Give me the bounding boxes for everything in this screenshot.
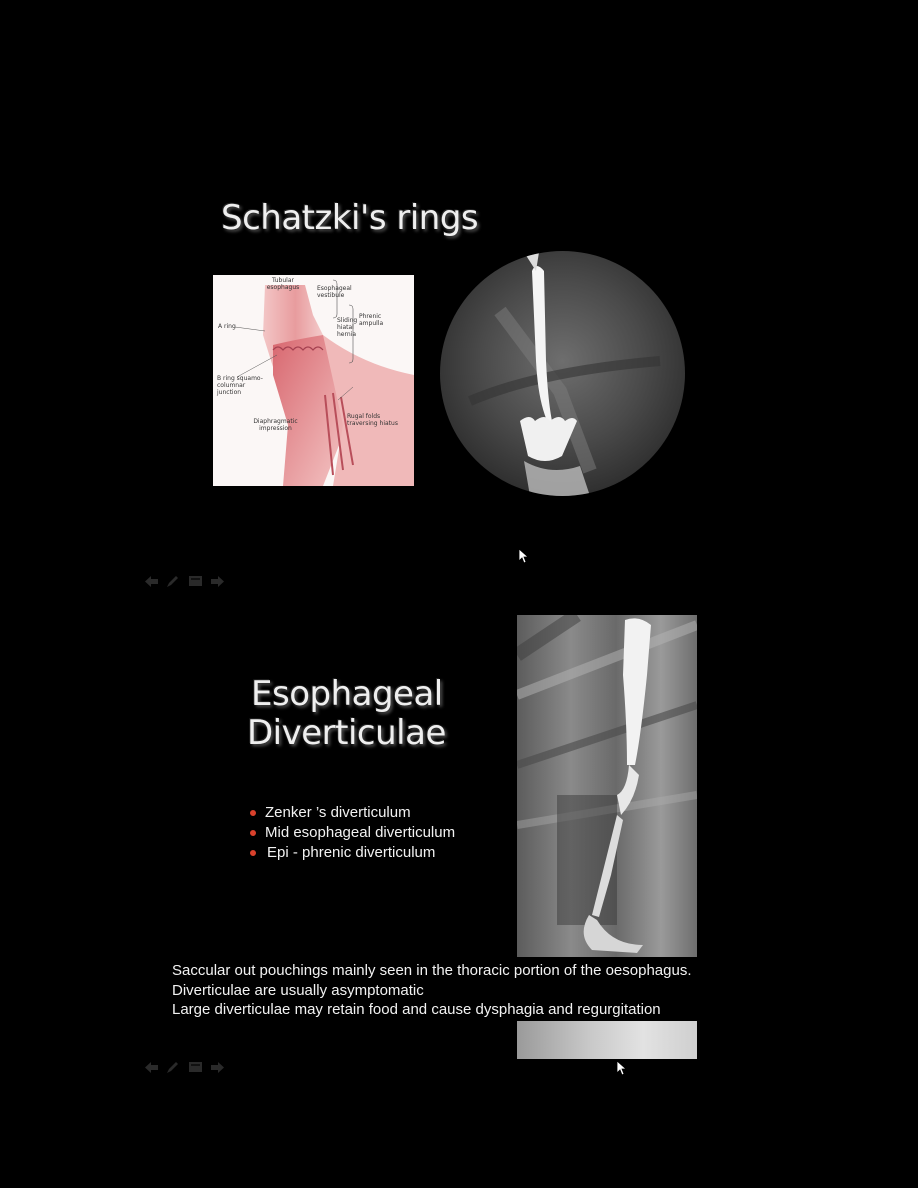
slide-menu-icon[interactable] (188, 575, 202, 587)
list-item: Mid esophageal diverticulum (249, 823, 455, 843)
diverticulum-xray (517, 615, 697, 957)
label-tubular: Tubular esophagus (266, 277, 300, 291)
slide2-title-line2: Diverticulae (247, 713, 446, 753)
slide1-title: Schatzki's rings (221, 198, 479, 238)
diverticula-list (249, 803, 455, 863)
prev-arrow-icon[interactable] (144, 1061, 158, 1073)
barium-esophagram (517, 615, 697, 957)
slide-menu-icon[interactable] (188, 1061, 202, 1073)
label-diaphragmatic: Diaphragmatic impression (253, 418, 298, 432)
schatzki-diagram (213, 275, 414, 486)
pen-icon[interactable] (166, 575, 180, 587)
diverticula-notes (172, 961, 692, 1020)
barium-column (440, 251, 685, 496)
slide2-title-line1: Esophageal (251, 674, 443, 714)
note-line: Large diverticulae may retain food and cause dysphagia and regurgitation (172, 1001, 661, 1018)
schatzki-xray (440, 251, 685, 496)
label-vestibule: Esophageal vestibule (317, 285, 352, 299)
label-rugal: Rugal folds traversing hiatus (347, 413, 398, 427)
mouse-cursor-icon (617, 1061, 627, 1080)
note-line: Diverticulae are usually asymptomatic (172, 981, 424, 999)
slide1-controls (144, 575, 224, 587)
prev-arrow-icon[interactable] (144, 575, 158, 587)
pen-icon[interactable] (166, 1061, 180, 1073)
label-sliding: Sliding hiatal hernia (337, 317, 358, 338)
mouse-cursor-icon (519, 549, 529, 568)
next-arrow-icon[interactable] (210, 1061, 224, 1073)
slide2-controls (144, 1061, 224, 1073)
note-line: Saccular out pouchings mainly seen in the thoracic portion of the oesophagus. (172, 962, 692, 979)
list-item: Zenker ’s diverticulum (249, 803, 455, 823)
label-b-ring: B ring squamo-columnar junction (217, 375, 263, 396)
xray-fragment (517, 1021, 697, 1059)
list-item: Epi - phrenic diverticulum (249, 843, 455, 863)
label-phrenic: Phrenic ampulla (359, 313, 384, 327)
label-a-ring: A ring (218, 323, 236, 330)
next-arrow-icon[interactable] (210, 575, 224, 587)
